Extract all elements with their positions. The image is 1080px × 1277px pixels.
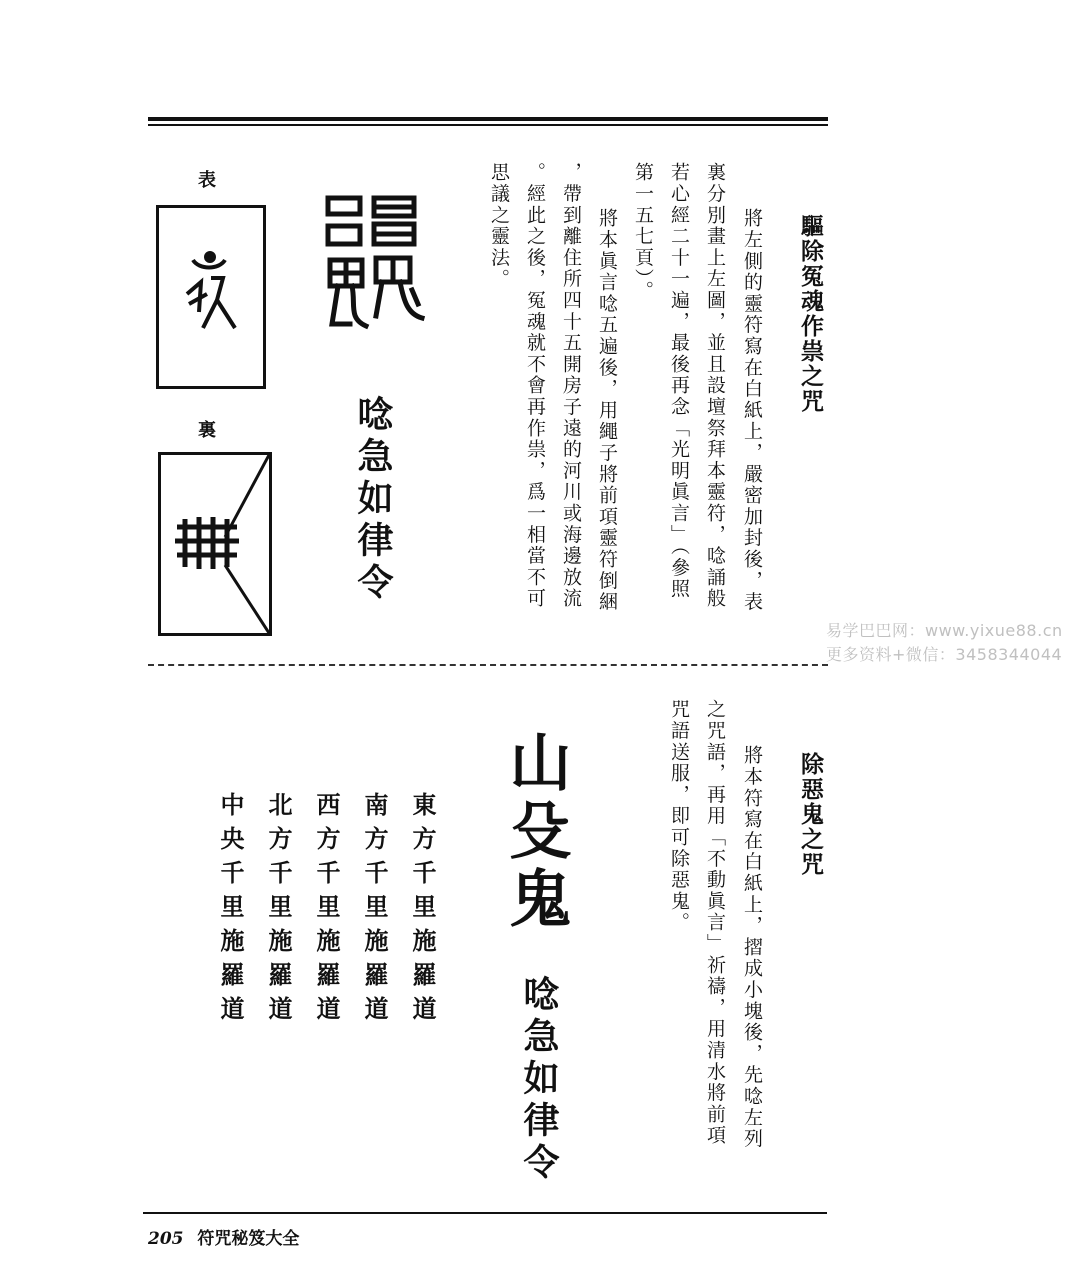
page-number: 205 — [148, 1229, 184, 1249]
section1-col-6: ，帶到離住所四十五開房子遠的河川或海邊放流 — [560, 162, 582, 610]
direction-south: 南方千里施羅道 — [360, 792, 389, 1030]
section1-heading: 驅除冤魂作祟之咒 — [797, 214, 824, 414]
section1-col-5: 將本眞言唸五遍後，用繩子將前項靈符倒綑 — [596, 208, 618, 613]
section1-col-2: 裏分別畫上左圖，並且設壇祭拜本靈符，唸誦般 — [704, 162, 726, 610]
direction-center: 中央千里施羅道 — [216, 792, 245, 1030]
back-label: 裏 — [198, 420, 216, 441]
section1-col-3: 若心經二十一遍，最後再念「光明眞言」（參照 — [668, 162, 690, 600]
section2-col-3: 咒語送服，即可除惡鬼。 — [668, 699, 690, 934]
direction-north: 北方千里施羅道 — [264, 792, 293, 1030]
section1-col-7: 。經此之後，冤魂就不會再作祟，爲一相當不可 — [524, 162, 546, 610]
direction-east: 東方千里施羅道 — [408, 792, 437, 1030]
section2-col-1: 將本符寫在白紙上，摺成小塊後，先唸左列 — [741, 745, 763, 1150]
section2-heading: 除惡鬼之咒 — [797, 752, 824, 877]
top-rule — [148, 117, 828, 121]
section2-talisman: 山殳鬼 — [499, 730, 572, 934]
bottom-rule — [143, 1212, 827, 1214]
section2-col-2: 之咒語，再用「不動眞言」祈禱，用清水將前項 — [704, 699, 726, 1147]
book-title: 符咒秘笈大全 — [197, 1229, 300, 1249]
front-talisman-box — [156, 205, 266, 389]
section1-spell: 唸急如律令 — [352, 395, 394, 605]
section2-spell: 唸急如律令 — [518, 975, 560, 1185]
watermark-line-2: 更多资料+微信：3458344044 — [826, 645, 1063, 664]
section1-col-4: 第一五七頁）。 — [632, 162, 654, 302]
top-rule-thin — [148, 124, 828, 126]
section1-col-1: 將左側的靈符寫在白紙上，嚴密加封後，表 — [741, 208, 763, 613]
section-divider — [148, 664, 828, 666]
front-label: 表 — [198, 170, 216, 191]
section1-talisman — [318, 192, 428, 346]
back-talisman-box — [158, 452, 272, 636]
section1-col-8: 思議之靈法。 — [488, 162, 510, 290]
page-footer — [148, 1224, 299, 1249]
direction-west: 西方千里施羅道 — [312, 792, 341, 1030]
watermark-line-1: 易学巴巴网：www.yixue88.cn — [826, 621, 1063, 640]
